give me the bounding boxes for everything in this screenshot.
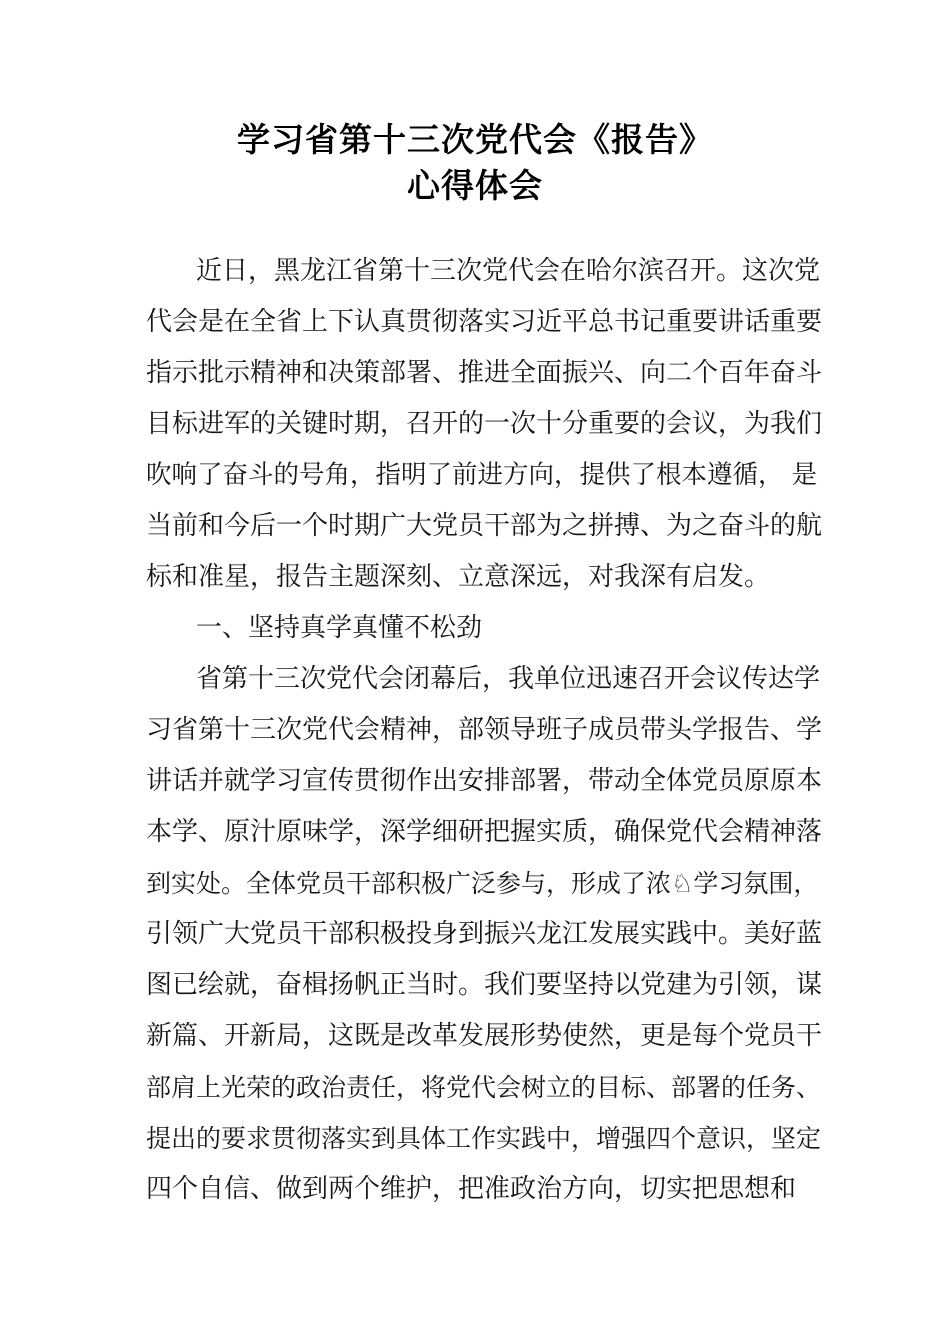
text-line: 指示批示精神和决策部署、推进全面振兴、向二个百年奋斗 — [146, 358, 823, 388]
text-line: 四个自信、做到两个维护，把准政治方向，切实把思想和 — [146, 1174, 797, 1204]
text-line: 本学、原汁原味学，深学细研把握实质，确保党代会精神落 — [146, 817, 823, 847]
text-line: 吹响了奋斗的号角，指明了前进方向，提供了根本遵循， 是 — [146, 460, 818, 490]
text-line: 目标进军的关键时期，召开的一次十分重要的会议，为我们 — [146, 409, 823, 439]
text-line: 提出的要求贯彻落实到具体工作实践中，增强四个意识，坚定 — [146, 1124, 822, 1153]
text-line: 标和准星，报告主题深刻、立意深远，对我深有启发。 — [146, 562, 771, 592]
text-line: 引领广大党员干部积极投身到振兴龙江发展实践中。美好蓝 — [146, 919, 823, 949]
text-line: 到实处。全体党员干部积极广泛参与，形成了浓♘学习氛围， — [146, 869, 819, 898]
text-line: 图已绘就，奋楫扬帆正当时。我们要坚持以党建为引领，谋 — [146, 970, 823, 1000]
text-line: 部肩上光荣的政治责任，将党代会树立的目标、部署的任务、 — [146, 1073, 822, 1102]
text-line: 习省第十三次党代会精神，部领导班子成员带头学报告、学 — [146, 715, 823, 745]
text-line: 新篇、开新局，这既是改革发展形势使然，更是每个党员干 — [146, 1021, 823, 1051]
text-line: 代会是在全省上下认真贯彻落实习近平总书记重要讲话重要 — [146, 307, 823, 337]
document-title-line-2: 心得体会 — [407, 166, 543, 205]
text-line: 一、坚持真学真懂不松劲 — [196, 613, 483, 643]
text-line: 近日，黑龙江省第十三次党代会在哈尔滨召开。这次党 — [196, 256, 821, 286]
text-line: 当前和今后一个时期广大党员干部为之拼搏、为之奋斗的航 — [146, 511, 823, 541]
document-body — [146, 246, 826, 1215]
text-line: 省第十三次党代会闭幕后，我单位迅速召开会议传达学 — [196, 664, 821, 694]
document-title-line-1: 学习省第十三次党代会《报告》 — [237, 120, 713, 159]
text-line: 讲话并就学习宣传贯彻作出安排部署，带动全体党员原原本 — [146, 766, 823, 796]
